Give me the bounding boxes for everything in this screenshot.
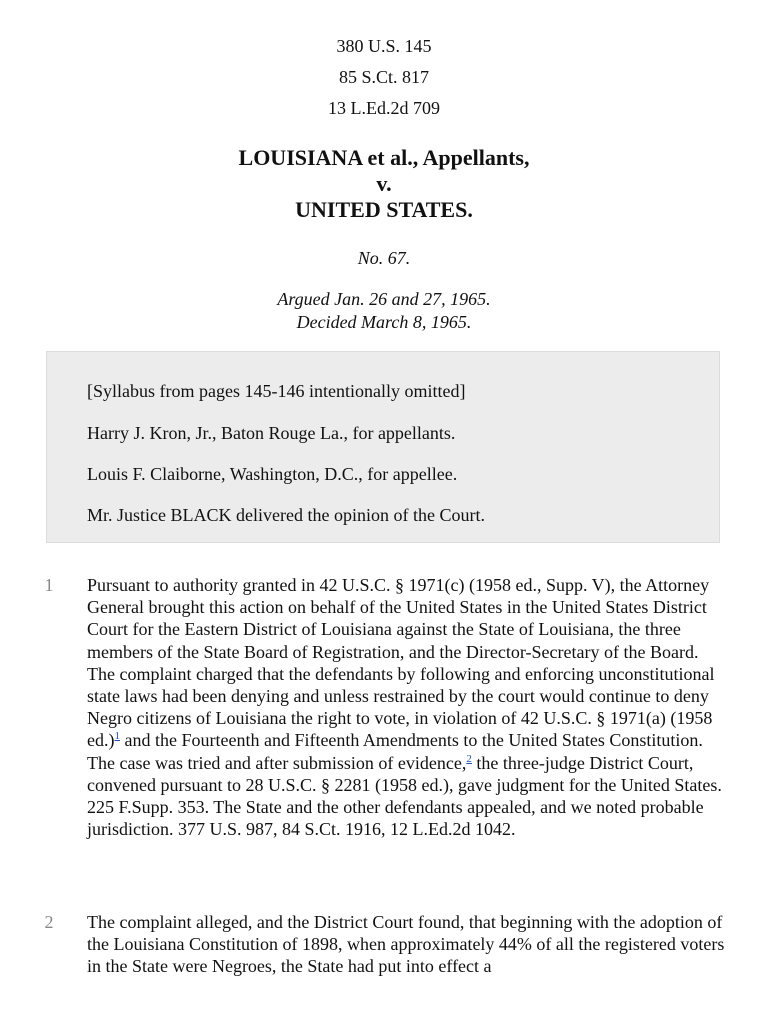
citation-led: 13 L.Ed.2d 709 (328, 98, 440, 118)
paragraph-number: 2 (44, 912, 54, 932)
paragraph-text-segment: Pursuant to authority granted in 42 U.S.C. § 1971(c) (1958 ed., Supp. V), the Attorney General brought this action on behalf of the United States in the United States District Court for the Eastern District of Louisiana against the State of Louisiana, the three members of the State Board of Registration, and the Director-Secretary of the Board. The complaint charged that the defendants by following and enforcing unconstitutional state laws had been denying and unless restrained by the court would continue to deny Negro citizens of Louisiana the right to vote, in violation of 42 U.S.C. § 1971(a) (1958 ed.) (87, 575, 715, 751)
case-title-appellants: LOUISIANA et al., Appellants, (238, 145, 530, 170)
paragraph-text: The complaint alleged, and the District Court found, that beginning with the adoption of the Louisiana Constitution of 1898, when approximately 44% of all the registered voters in the State were Negroes, the State had put into effect a (87, 912, 725, 977)
appellants-counsel: Harry J. Kron, Jr., Baton Rouge La., for appellants. (87, 423, 456, 443)
paragraph-text (87, 574, 727, 840)
citation-us: 380 U.S. 145 (336, 36, 432, 56)
argued-date: Argued Jan. 26 and 27, 1965. (277, 289, 491, 309)
paragraph-text-segment: and the Fourteenth and Fifteenth Amendments to the United States Constitution. The case was tried and after submission of evidence, (87, 730, 703, 773)
appellee-counsel: Louis F. Claiborne, Washington, D.C., for appellee. (87, 464, 458, 484)
decided-date: Decided March 8, 1965. (296, 312, 472, 332)
docket-number: No. 67. (357, 248, 411, 268)
paragraph-text-segment: the three-judge District Court, convened pursuant to 28 U.S.C. § 2281 (1958 ed.), gave judgment for the United States. 225 F.Supp. 353. The State and the other defendants appealed, and we noted probable jurisdiction. 377 U.S. 987, 84 S.Ct. 1916, 12 L.Ed.2d 1042. (87, 752, 722, 840)
paragraph-number: 1 (44, 575, 54, 595)
case-title-versus: v. (376, 171, 392, 196)
footnote-link-1[interactable]: 1 (114, 730, 120, 743)
case-title-appellee: UNITED STATES. (295, 197, 473, 222)
citation-sct: 85 S.Ct. 817 (338, 67, 430, 87)
opinion-author: Mr. Justice BLACK delivered the opinion of the Court. (87, 505, 485, 525)
syllabus-omitted-note: [Syllabus from pages 145-146 intentionally omitted] (87, 381, 466, 401)
footnote-link-2[interactable]: 2 (466, 752, 472, 765)
